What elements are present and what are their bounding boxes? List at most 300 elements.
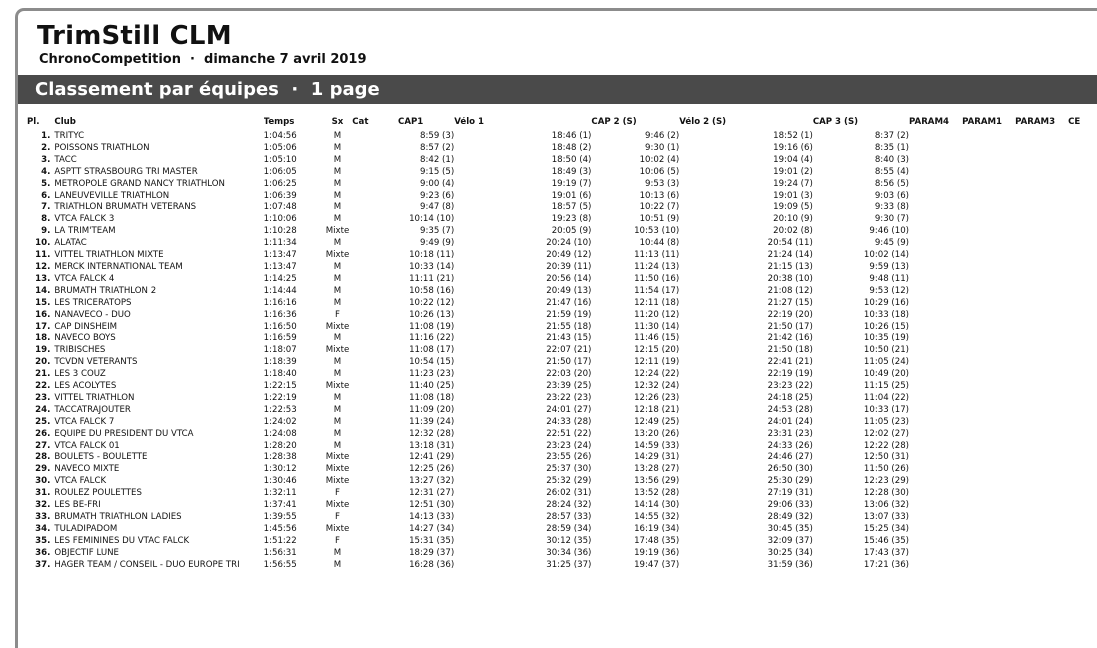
cell-pl: 24. xyxy=(35,404,51,415)
cell-club: TCVDN VETERANTS xyxy=(54,357,138,368)
cell-ce xyxy=(1068,452,1097,464)
cell-cap1: 11:39 (24) xyxy=(409,416,455,427)
cell-cap3: 11:04 (22) xyxy=(863,392,910,403)
cell-param3 xyxy=(1015,405,1068,417)
cell-sx: M xyxy=(333,369,342,380)
cell-cat xyxy=(352,381,398,393)
cell-sx: M xyxy=(333,273,342,284)
cell-ce xyxy=(1068,191,1097,203)
cell-param1 xyxy=(962,405,1015,417)
cell-cat xyxy=(352,250,398,262)
table-row xyxy=(27,322,1097,334)
cell-param3 xyxy=(1015,226,1068,238)
cell-cap1: 12:25 (26) xyxy=(409,464,455,475)
cell-club: CAP DINSHEIM xyxy=(54,321,118,332)
cell-velo2: 20:54 (11) xyxy=(767,238,813,249)
cell-club: LES 3 COUZ xyxy=(54,369,106,380)
cell-cap2: 13:20 (26) xyxy=(634,428,680,439)
cell-cap2: 14:14 (30) xyxy=(634,500,680,511)
cell-velo2: 24:53 (28) xyxy=(767,404,813,415)
cell-ce xyxy=(1068,167,1097,179)
cell-velo2: 20:10 (9) xyxy=(773,214,813,225)
cell-param1 xyxy=(962,560,1015,572)
cell-cap3: 11:15 (25) xyxy=(863,381,910,392)
cell-param3 xyxy=(1015,524,1068,536)
cell-pl: 16. xyxy=(35,309,51,320)
cell-param3 xyxy=(1015,322,1068,334)
cell-velo2: 31:59 (36) xyxy=(767,559,813,570)
cell-cap2: 11:50 (16) xyxy=(634,273,680,284)
cell-param4 xyxy=(909,310,962,322)
cell-cap1: 11:23 (23) xyxy=(409,369,455,380)
cell-ce xyxy=(1068,322,1097,334)
table-row xyxy=(27,214,1097,226)
cell-param1 xyxy=(962,441,1015,453)
cell-param1 xyxy=(962,524,1015,536)
cell-param3 xyxy=(1015,345,1068,357)
cell-velo1: 21:43 (15) xyxy=(546,333,592,344)
cell-sx: M xyxy=(333,131,342,141)
cell-velo1: 23:55 (26) xyxy=(546,452,592,463)
cell-pl: 2. xyxy=(41,142,51,153)
cell-cap2: 13:56 (29) xyxy=(634,476,680,487)
cell-cat xyxy=(352,286,398,298)
cell-pl: 1. xyxy=(41,131,51,141)
cell-ce xyxy=(1068,357,1097,369)
cell-temps: 1:04:56 xyxy=(263,131,297,141)
cell-ce xyxy=(1068,441,1097,453)
cell-pl: 20. xyxy=(35,357,51,368)
cell-club: POISSONS TRIATHLON xyxy=(54,142,150,153)
cell-param1 xyxy=(962,476,1015,488)
cell-velo1: 18:49 (3) xyxy=(551,166,592,177)
cell-club: ROULEZ POULETTES xyxy=(54,488,142,499)
cell-club: VTCA FALCK xyxy=(54,476,107,487)
table-row xyxy=(27,131,1097,143)
cell-ce xyxy=(1068,488,1097,500)
cell-param3 xyxy=(1015,274,1068,286)
cell-temps: 1:13:47 xyxy=(263,261,297,272)
table-row xyxy=(27,191,1097,203)
cell-velo1: 18:57 (5) xyxy=(551,202,592,213)
cell-pl: 8. xyxy=(41,214,51,225)
cell-velo2: 25:30 (29) xyxy=(767,476,813,487)
cell-param3 xyxy=(1015,369,1068,381)
cell-param1 xyxy=(962,214,1015,226)
column-header-param3: PARAM3 xyxy=(1015,117,1056,127)
table-row xyxy=(27,393,1097,405)
table-row xyxy=(27,310,1097,322)
cell-ce xyxy=(1068,476,1097,488)
column-header-cap1: CAP1 xyxy=(398,117,424,127)
cell-param3 xyxy=(1015,286,1068,298)
column-header-velo1: Vélo 1 xyxy=(454,117,485,127)
cell-club: VITTEL TRIATHLON xyxy=(54,392,135,403)
cell-sx: Mixte xyxy=(325,500,350,511)
cell-cap2: 11:30 (14) xyxy=(634,321,680,332)
cell-param4 xyxy=(909,548,962,560)
cell-velo2: 23:31 (23) xyxy=(767,428,813,439)
cell-sx: F xyxy=(334,535,340,546)
cell-param4 xyxy=(909,560,962,572)
cell-velo1: 28:24 (32) xyxy=(546,500,592,511)
cell-param4 xyxy=(909,452,962,464)
cell-temps: 1:16:36 xyxy=(263,309,297,320)
cell-temps: 1:18:40 xyxy=(263,369,297,380)
cell-cap1: 10:58 (16) xyxy=(409,285,455,296)
cell-club: LES BE-FRI xyxy=(54,500,101,511)
cell-sx: Mixte xyxy=(325,226,350,237)
cell-cat xyxy=(352,429,398,441)
cell-cap2: 10:44 (8) xyxy=(639,238,680,249)
cell-temps: 1:05:10 xyxy=(263,154,297,165)
cell-pl: 10. xyxy=(35,238,51,249)
cell-ce xyxy=(1068,393,1097,405)
cell-param4 xyxy=(909,274,962,286)
cell-cap3: 12:23 (29) xyxy=(863,476,910,487)
cell-cap3: 9:45 (9) xyxy=(874,238,910,249)
cell-param3 xyxy=(1015,452,1068,464)
cell-velo1: 30:34 (36) xyxy=(546,547,592,558)
table-row xyxy=(27,298,1097,310)
cell-param4 xyxy=(909,429,962,441)
table-row xyxy=(27,155,1097,167)
cell-param1 xyxy=(962,345,1015,357)
cell-ce xyxy=(1068,345,1097,357)
cell-cat xyxy=(352,500,398,512)
cell-cap1: 11:08 (19) xyxy=(409,321,455,332)
cell-cap2: 10:06 (5) xyxy=(639,166,680,177)
cell-cap1: 9:49 (9) xyxy=(420,238,455,249)
cell-cat xyxy=(352,405,398,417)
cell-temps: 1:14:25 xyxy=(263,273,297,284)
cell-sx: M xyxy=(333,333,342,344)
cell-cap3: 12:28 (30) xyxy=(863,488,910,499)
cell-velo2: 19:24 (7) xyxy=(773,178,813,189)
cell-ce xyxy=(1068,310,1097,322)
cell-param3 xyxy=(1015,250,1068,262)
table-row xyxy=(27,464,1097,476)
cell-pl: 4. xyxy=(41,166,51,177)
cell-param3 xyxy=(1015,536,1068,548)
cell-param1 xyxy=(962,512,1015,524)
cell-param3 xyxy=(1015,179,1068,191)
cell-cap3: 11:05 (23) xyxy=(863,416,910,427)
cell-club: VTCA FALCK 3 xyxy=(54,214,115,225)
cell-pl: 11. xyxy=(35,250,51,261)
cell-cat xyxy=(352,417,398,429)
cell-param1 xyxy=(962,179,1015,191)
cell-param4 xyxy=(909,417,962,429)
cell-cap3: 13:06 (32) xyxy=(863,500,910,511)
cell-ce xyxy=(1068,155,1097,167)
cell-cat xyxy=(352,452,398,464)
cell-ce xyxy=(1068,238,1097,250)
cell-sx: Mixte xyxy=(325,452,350,463)
column-header-ce: CE xyxy=(1068,117,1081,127)
cell-velo1: 21:47 (16) xyxy=(546,297,592,308)
cell-cap1: 8:57 (2) xyxy=(420,142,455,153)
cell-cap2: 13:52 (28) xyxy=(634,488,680,499)
cell-sx: Mixte xyxy=(325,381,350,392)
cell-sx: Mixte xyxy=(325,250,350,261)
cell-velo2: 19:16 (6) xyxy=(773,142,813,153)
table-row xyxy=(27,512,1097,524)
cell-cap1: 11:08 (18) xyxy=(409,392,455,403)
cell-club: METROPOLE GRAND NANCY TRIATHLON xyxy=(54,178,225,189)
cell-cap2: 12:24 (22) xyxy=(634,369,680,380)
cell-pl: 13. xyxy=(35,273,51,284)
cell-club: TRITYC xyxy=(54,131,85,141)
cell-cap2: 12:15 (20) xyxy=(634,345,680,356)
cell-cat xyxy=(352,536,398,548)
cell-temps: 1:56:31 xyxy=(263,547,297,558)
table-row xyxy=(27,345,1097,357)
cell-param3 xyxy=(1015,262,1068,274)
table-header-row xyxy=(27,117,1097,131)
cell-temps: 1:06:39 xyxy=(263,190,297,201)
cell-cap1: 11:40 (25) xyxy=(409,381,455,392)
cell-cap1: 9:15 (5) xyxy=(420,166,455,177)
cell-param1 xyxy=(962,286,1015,298)
cell-cap3: 11:05 (24) xyxy=(863,357,910,368)
cell-cat xyxy=(352,226,398,238)
cell-sx: M xyxy=(333,392,342,403)
cell-club: HAGER TEAM / CONSEIL - DUO EUROPE TRI xyxy=(54,559,240,570)
cell-pl: 33. xyxy=(35,512,51,522)
cell-cap3: 9:03 (6) xyxy=(874,190,910,201)
cell-velo1: 28:57 (33) xyxy=(546,512,592,522)
cell-cap1: 10:54 (15) xyxy=(409,357,455,368)
cell-temps: 1:16:59 xyxy=(263,333,297,344)
cell-sx: M xyxy=(333,547,342,558)
cell-param4 xyxy=(909,143,962,155)
cell-sx: M xyxy=(333,428,342,439)
cell-cap1: 16:28 (36) xyxy=(409,559,455,570)
cell-cap2: 10:13 (6) xyxy=(639,190,680,201)
cell-velo2: 19:01 (2) xyxy=(773,166,813,177)
cell-param3 xyxy=(1015,131,1068,143)
cell-param3 xyxy=(1015,441,1068,453)
cell-club: VTCA FALCK 7 xyxy=(54,416,115,427)
cell-cap3: 9:53 (12) xyxy=(869,285,910,296)
cell-cap2: 12:32 (24) xyxy=(634,381,680,392)
cell-velo2: 22:19 (19) xyxy=(767,369,813,380)
cell-pl: 26. xyxy=(35,428,51,439)
table-row xyxy=(27,202,1097,214)
cell-club: NAVECO MIXTE xyxy=(54,464,120,475)
cell-cap2: 12:11 (18) xyxy=(634,297,680,308)
table-row xyxy=(27,560,1097,572)
cell-param3 xyxy=(1015,393,1068,405)
cell-param1 xyxy=(962,381,1015,393)
cell-param3 xyxy=(1015,155,1068,167)
cell-cap3: 15:25 (34) xyxy=(863,523,910,534)
cell-param3 xyxy=(1015,167,1068,179)
cell-temps: 1:22:19 xyxy=(263,392,297,403)
cell-cap3: 9:46 (10) xyxy=(869,226,910,237)
page-subtitle: ChronoCompetition · dimanche 7 avril 2019 xyxy=(39,52,367,67)
cell-club: NANAVECO - DUO xyxy=(54,309,131,320)
cell-pl: 31. xyxy=(35,488,51,499)
cell-velo2: 20:38 (10) xyxy=(767,273,813,284)
cell-cap2: 9:53 (3) xyxy=(645,178,680,189)
cell-cap1: 8:42 (1) xyxy=(420,154,455,165)
cell-cap1: 11:09 (20) xyxy=(409,404,455,415)
cell-cap3: 9:59 (13) xyxy=(869,261,910,272)
cell-cap2: 11:46 (15) xyxy=(634,333,680,344)
cell-cat xyxy=(352,488,398,500)
cell-ce xyxy=(1068,369,1097,381)
cell-velo1: 20:24 (10) xyxy=(546,238,592,249)
cell-cap2: 9:30 (1) xyxy=(645,142,680,153)
cell-velo1: 24:33 (28) xyxy=(546,416,592,427)
cell-velo2: 22:41 (21) xyxy=(767,357,813,368)
cell-ce xyxy=(1068,500,1097,512)
cell-temps: 1:10:28 xyxy=(263,226,297,237)
cell-ce xyxy=(1068,381,1097,393)
cell-club: VTCA FALCK 01 xyxy=(54,440,120,451)
cell-club: LES ACOLYTES xyxy=(54,381,117,392)
cell-velo2: 22:19 (20) xyxy=(767,309,813,320)
cell-sx: Mixte xyxy=(325,523,350,534)
cell-sx: M xyxy=(333,261,342,272)
cell-temps: 1:07:48 xyxy=(263,202,297,213)
cell-param1 xyxy=(962,464,1015,476)
column-header-pl: Pl. xyxy=(27,117,40,127)
cell-param3 xyxy=(1015,310,1068,322)
cell-cap3: 10:33 (17) xyxy=(863,404,910,415)
cell-cap2: 10:51 (9) xyxy=(639,214,680,225)
cell-club: ALATAC xyxy=(54,238,87,249)
cell-velo2: 30:45 (35) xyxy=(767,523,813,534)
column-header-sx: Sx xyxy=(331,117,344,127)
cell-param4 xyxy=(909,214,962,226)
cell-param3 xyxy=(1015,560,1068,572)
cell-param4 xyxy=(909,238,962,250)
cell-ce xyxy=(1068,333,1097,345)
cell-club: BOULETS - BOULETTE xyxy=(54,452,148,463)
cell-param1 xyxy=(962,357,1015,369)
cell-param1 xyxy=(962,548,1015,560)
cell-param4 xyxy=(909,191,962,203)
cell-param4 xyxy=(909,202,962,214)
cell-sx: M xyxy=(333,238,342,249)
cell-cap1: 18:29 (37) xyxy=(409,547,455,558)
table-row xyxy=(27,524,1097,536)
column-header-club: Club xyxy=(54,117,76,127)
cell-club: LANEUVEVILLE TRIATHLON xyxy=(54,190,170,201)
cell-param3 xyxy=(1015,548,1068,560)
cell-cat xyxy=(352,548,398,560)
cell-ce xyxy=(1068,226,1097,238)
cell-cap1: 10:22 (12) xyxy=(409,297,455,308)
cell-param3 xyxy=(1015,333,1068,345)
cell-sx: M xyxy=(333,166,342,177)
cell-cap1: 8:59 (3) xyxy=(420,131,455,141)
cell-cap1: 9:00 (4) xyxy=(420,178,455,189)
cell-param1 xyxy=(962,202,1015,214)
table-body xyxy=(27,131,1097,572)
cell-cap3: 13:07 (33) xyxy=(863,512,910,522)
cell-param1 xyxy=(962,274,1015,286)
table-row xyxy=(27,405,1097,417)
cell-cap3: 10:35 (19) xyxy=(863,333,910,344)
cell-sx: M xyxy=(333,154,342,165)
cell-velo1: 19:01 (6) xyxy=(551,190,592,201)
cell-param3 xyxy=(1015,238,1068,250)
cell-cap3: 8:35 (1) xyxy=(874,142,910,153)
cell-cat xyxy=(352,512,398,524)
cell-ce xyxy=(1068,250,1097,262)
cell-param1 xyxy=(962,238,1015,250)
cell-cat xyxy=(352,298,398,310)
cell-velo1: 21:59 (19) xyxy=(546,309,592,320)
cell-temps: 1:30:12 xyxy=(263,464,297,475)
cell-param4 xyxy=(909,369,962,381)
cell-cat xyxy=(352,464,398,476)
cell-velo1: 19:23 (8) xyxy=(551,214,592,225)
cell-pl: 35. xyxy=(35,535,51,546)
cell-club: TACCATRAJOUTER xyxy=(54,404,131,415)
cell-param4 xyxy=(909,512,962,524)
cell-cap3: 10:29 (16) xyxy=(863,297,910,308)
cell-cap2: 14:55 (32) xyxy=(634,512,680,522)
cell-param1 xyxy=(962,500,1015,512)
cell-pl: 17. xyxy=(35,321,51,332)
cell-cap1: 12:31 (27) xyxy=(409,488,455,499)
cell-velo1: 20:49 (13) xyxy=(546,285,592,296)
cell-sx: Mixte xyxy=(325,476,350,487)
cell-pl: 30. xyxy=(35,476,51,487)
cell-cap3: 8:56 (5) xyxy=(874,178,910,189)
cell-velo2: 32:09 (37) xyxy=(767,535,813,546)
cell-cat xyxy=(352,143,398,155)
cell-cap1: 12:41 (29) xyxy=(409,452,455,463)
cell-pl: 29. xyxy=(35,464,51,475)
cell-param4 xyxy=(909,476,962,488)
cell-velo2: 28:49 (32) xyxy=(767,512,813,522)
cell-param3 xyxy=(1015,500,1068,512)
cell-cap1: 11:11 (21) xyxy=(409,273,455,284)
cell-param1 xyxy=(962,191,1015,203)
cell-param4 xyxy=(909,536,962,548)
results-table xyxy=(27,117,1097,572)
cell-cap3: 12:22 (28) xyxy=(863,440,910,451)
cell-velo2: 19:09 (5) xyxy=(773,202,813,213)
cell-cap1: 12:51 (30) xyxy=(409,500,455,511)
cell-ce xyxy=(1068,143,1097,155)
table-row xyxy=(27,167,1097,179)
cell-cat xyxy=(352,214,398,226)
cell-cap2: 12:11 (19) xyxy=(634,357,680,368)
cell-param1 xyxy=(962,310,1015,322)
cell-velo2: 24:33 (26) xyxy=(767,440,813,451)
cell-cat xyxy=(352,322,398,334)
cell-cap1: 14:13 (33) xyxy=(409,512,455,522)
cell-pl: 36. xyxy=(35,547,51,558)
cell-velo2: 21:15 (13) xyxy=(767,261,813,272)
table-row xyxy=(27,250,1097,262)
cell-param3 xyxy=(1015,464,1068,476)
cell-ce xyxy=(1068,512,1097,524)
cell-club: BRUMATH TRIATHLON LADIES xyxy=(54,512,182,522)
cell-club: VITTEL TRIATHLON MIXTE xyxy=(54,250,164,261)
cell-velo1: 18:48 (2) xyxy=(551,142,592,153)
cell-param3 xyxy=(1015,214,1068,226)
cell-temps: 1:22:15 xyxy=(263,381,297,392)
cell-cat xyxy=(352,274,398,286)
